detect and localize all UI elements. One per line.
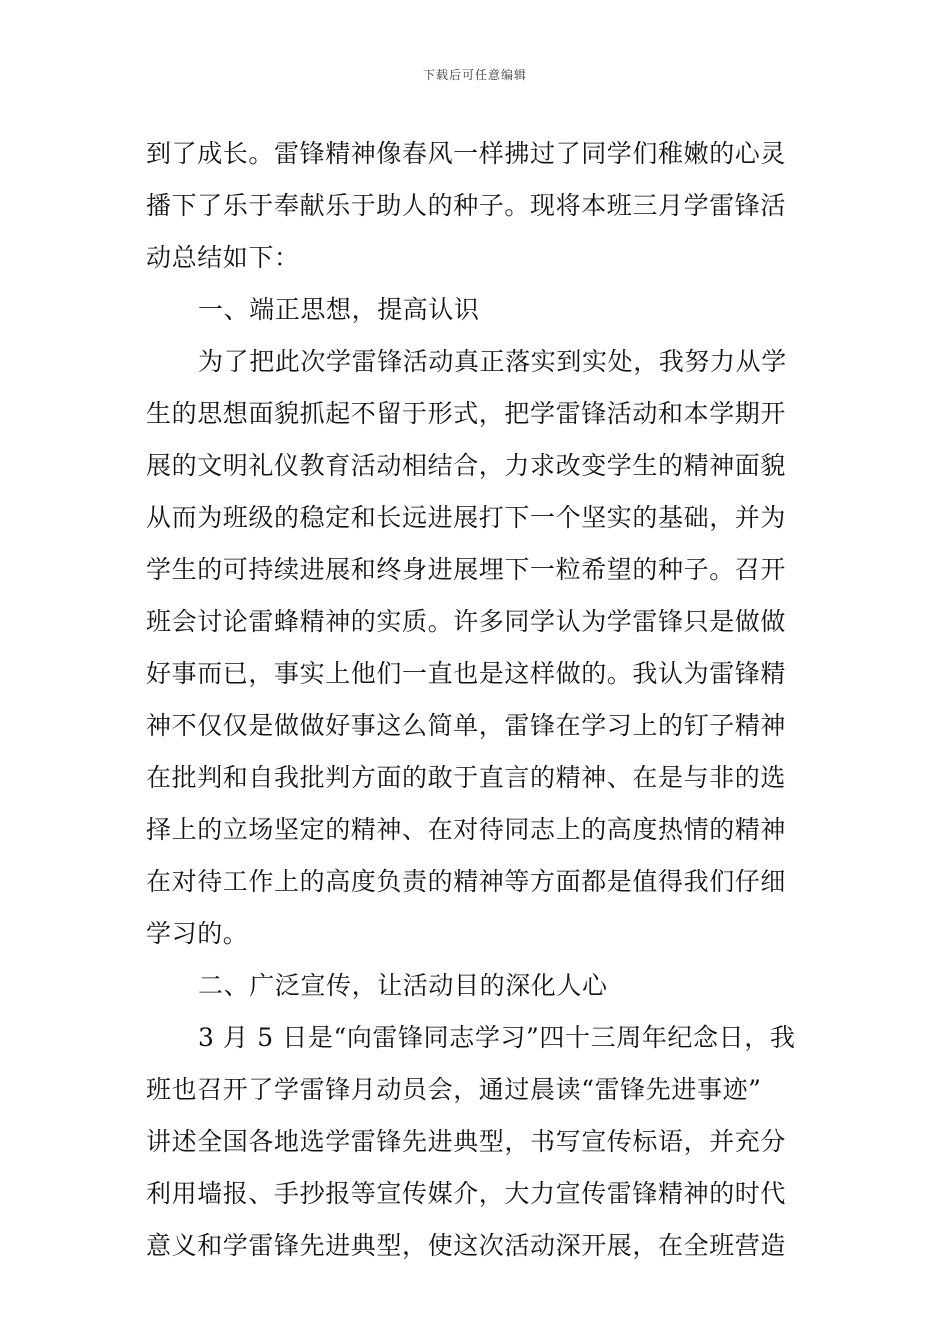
text-line: 在对待工作上的高度负责的精神等方面都是值得我们仔细 [146, 867, 787, 896]
text-line: 利用墙报、手抄报等宣传媒介，大力宣传雷锋精神的时代 [146, 1179, 787, 1208]
section-heading: 一、端正思想，提高认识 [198, 295, 480, 324]
text-line: 意义和学雷锋先进典型，使这次活动深开展，在全班营造 [146, 1231, 787, 1260]
text-line: 班也召开了学雷锋月动员会，通过晨读“雷锋先进事迹” [146, 1075, 762, 1104]
page-header: 下载后可任意编辑 [422, 68, 527, 82]
section-heading: 二、广泛宣传，让活动目的深化人心 [198, 971, 608, 1000]
text-line: 为了把此次学雷锋活动真正落实到实处，我努力从学 [198, 347, 787, 376]
text-line: 到了成长。雷锋精神像春风一样拂过了同学们稚嫩的心灵 [146, 139, 787, 168]
text-line: 班会讨论雷蜂精神的实质。许多同学认为学雷锋只是做做 [146, 607, 787, 636]
text-line: 学生的可持续进展和终身进展埋下一粒希望的种子。召开 [146, 555, 787, 584]
text-line: 生的思想面貌抓起不留于形式，把学雷锋活动和本学期开 [146, 399, 787, 428]
text-line: 讲述全国各地选学雷锋先进典型，书写宣传标语，并充分 [146, 1127, 787, 1156]
text-line: 动总结如下： [146, 243, 300, 272]
text-line: 神不仅仅是做做好事这么简单，雷锋在学习上的钉子精神 [146, 711, 787, 740]
text-line: 播下了乐于奉献乐于助人的种子。现将本班三月学雷锋活 [146, 191, 787, 220]
text-line: 3 月 5 日是“向雷锋同志学习”四十三周年纪念日，我 [198, 1023, 796, 1052]
text-line: 学习的。 [146, 919, 249, 948]
text-line: 在批判和自我批判方面的敢于直言的精神、在是与非的选 [146, 763, 787, 792]
text-line: 从而为班级的稳定和长远进展打下一个坚实的基础，并为 [146, 503, 787, 532]
text-line: 展的文明礼仪教育活动相结合，力求改变学生的精神面貌 [146, 451, 787, 480]
text-line: 择上的立场坚定的精神、在对待同志上的高度热情的精神 [146, 815, 787, 844]
text-line: 好事而已，事实上他们一直也是这样做的。我认为雷锋精 [146, 659, 787, 688]
document-body [146, 128, 808, 1272]
